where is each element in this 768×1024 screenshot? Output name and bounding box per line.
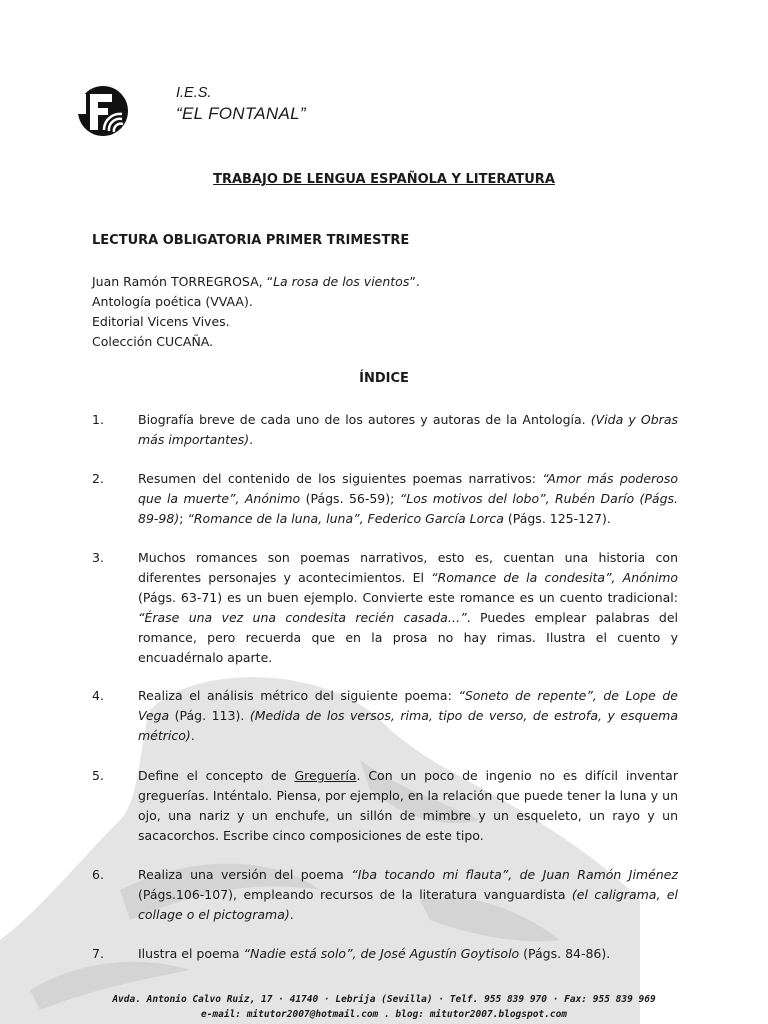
item-number: 7. bbox=[92, 946, 104, 961]
book-anthology: Antología poética (VVAA). bbox=[92, 294, 253, 309]
item-text: Ilustra el poema “Nadie está solo”, de José Agustín Goytisolo (Págs. 84-86). bbox=[138, 946, 611, 961]
list-item bbox=[92, 548, 678, 668]
item-number: 5. bbox=[92, 768, 104, 783]
document-title: TRABAJO DE LENGUA ESPAÑOLA Y LITERATURA bbox=[213, 172, 555, 187]
list-item bbox=[92, 865, 678, 925]
book-author-line bbox=[92, 272, 420, 292]
book-author: Juan Ramón TORREGROSA, “ bbox=[92, 274, 274, 289]
item-number: 3. bbox=[92, 550, 104, 565]
book-publisher: Editorial Vicens Vives. bbox=[92, 314, 230, 329]
footer-contact: e-mail: mitutor2007@hotmail.com . blog: mitutor2007.blogspot.com bbox=[200, 1009, 568, 1020]
footer bbox=[0, 992, 768, 1022]
list-item bbox=[92, 766, 678, 846]
item-number: 6. bbox=[92, 867, 104, 882]
item-text: Muchos romances son poemas narrativos, esto es, cuentan una historia con diferentes personajes y acontecimientos. El “Romance de la condesita”, Anónimo (Págs. 63-71) es un buen ejemplo. Convierte este romance es un cuento tradicional: “Érase una vez una condesita recién casada…”. Puedes emplear palabras del romance, pero recuerda que en la prosa no hay rimas. Ilustra el cuento y encuadérnalo aparte. bbox=[138, 550, 679, 665]
school-header bbox=[176, 84, 306, 124]
item-number: 2. bbox=[92, 471, 104, 486]
reading-heading: LECTURA OBLIGATORIA PRIMER TRIMESTRE bbox=[92, 233, 410, 248]
item-number: 4. bbox=[92, 688, 104, 703]
school-logo bbox=[76, 84, 130, 138]
index-heading: ÍNDICE bbox=[359, 371, 409, 386]
item-text: Resumen del contenido de los siguientes poemas narrativos: “Amor más poderoso que la muerte”, Anónimo (Págs. 56-59); “Los motivos del lobo”, Rubén Darío (Págs. 89-98); “Romance de la luna, luna”, Federico García Lorca (Págs. 125-127). bbox=[138, 471, 678, 526]
school-type: I.E.S. bbox=[176, 85, 212, 101]
item-text: Define el concepto de Greguería. Con un poco de ingenio no es difícil inventar greguerías. Inténtalo. Piensa, por ejemplo, en la relación que puede tener la luna y un ojo, una nariz y un enchufe, un sillón de mimbre y un esqueleto, un rayo y un sacacorchos. Escribe cinco composiciones de este tipo. bbox=[138, 768, 678, 843]
book-author-end: ”. bbox=[409, 274, 420, 289]
item-text: Realiza una versión del poema “Iba tocando mi flauta”, de Juan Ramón Jiménez (Págs.106-107), empleando recursos de la literatura vanguardista (el caligrama, el collage o el pictograma). bbox=[138, 867, 679, 922]
book-title: La rosa de los vientos bbox=[273, 274, 410, 289]
item-text: Biografía breve de cada uno de los autores y autoras de la Antología. (Vida y Obras más importantes). bbox=[138, 412, 678, 447]
item-text: Realiza el análisis métrico del siguiente poema: “Soneto de repente”, de Lope de Vega (Pág. 113). (Medida de los versos, rima, tipo de verso, de estrofa, y esquema métrico). bbox=[138, 688, 678, 743]
list-item bbox=[92, 686, 678, 746]
footer-address: Avda. Antonio Calvo Ruiz, 17 · 41740 · Lebrija (Sevilla) · Telf. 955 839 970 · Fax: 955 839 969 bbox=[112, 994, 656, 1005]
list-item bbox=[92, 944, 678, 964]
item-number: 1. bbox=[92, 412, 104, 427]
book-info bbox=[92, 272, 420, 352]
list-item bbox=[92, 469, 678, 529]
list-item bbox=[92, 410, 678, 450]
school-name: “EL FONTANAL” bbox=[176, 104, 306, 123]
book-collection: Colección CUCAÑA. bbox=[92, 334, 214, 349]
